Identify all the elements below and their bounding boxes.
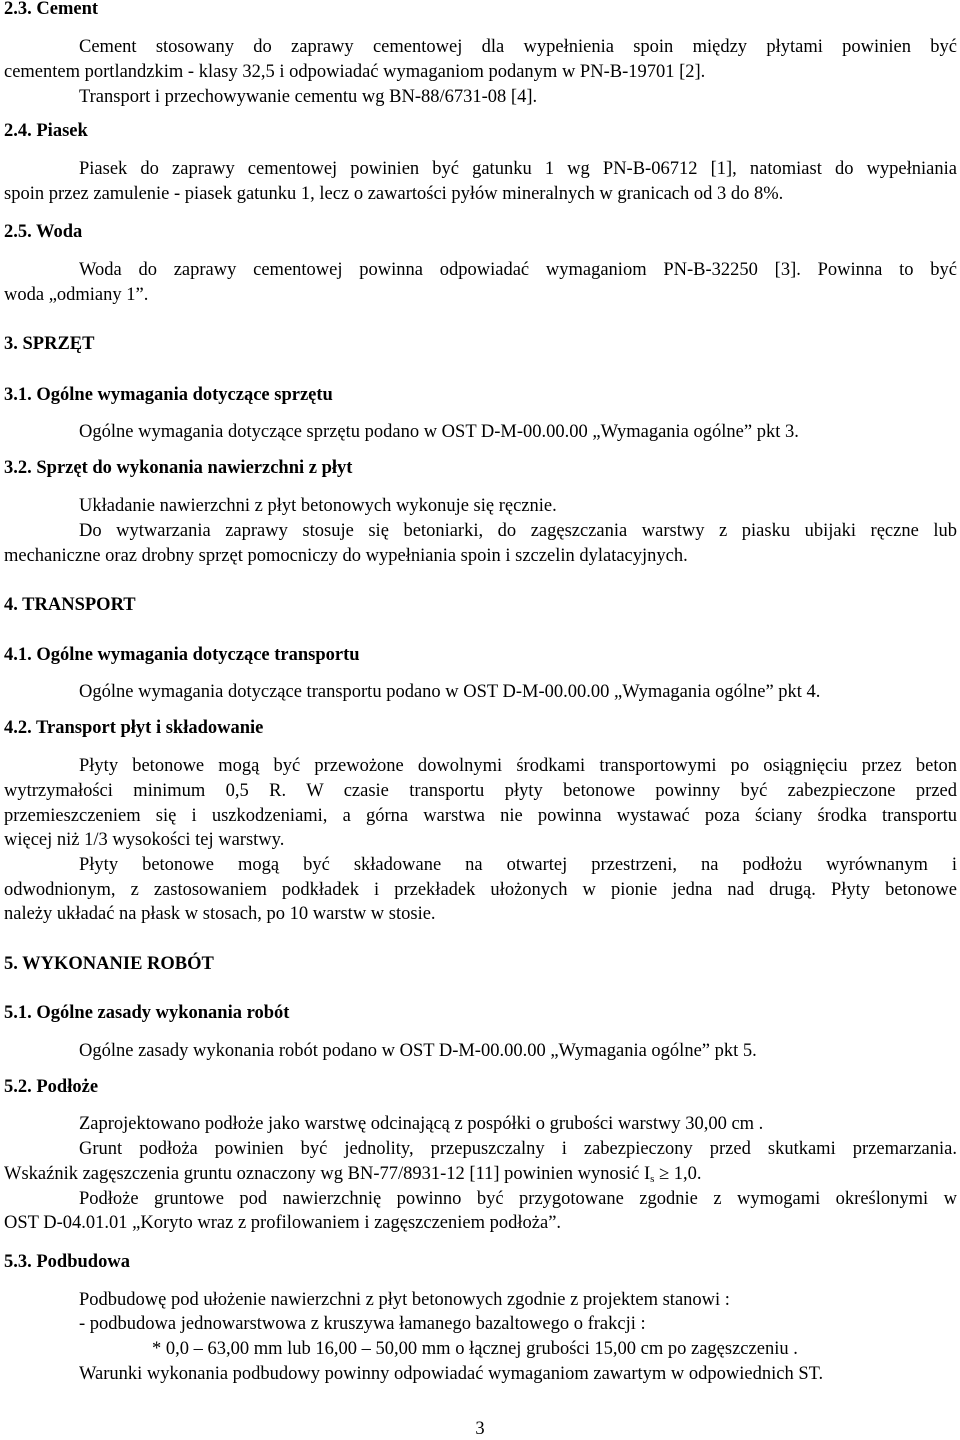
paragraph-line: należy układać na płask w stosach, po 10 warstw w stosie. [4, 904, 436, 924]
section-heading-3-1: 3.1. Ogólne wymagania dotyczące sprzętu [4, 385, 333, 405]
subscript: s [650, 1173, 655, 1185]
section-heading-5-3: 5.3. Podbudowa [4, 1252, 130, 1272]
paragraph-line: cementem portlandzkim - klasy 32,5 i odpowiadać wymaganiom podanym w PN-B-19701 [2]. [4, 62, 706, 82]
chapter-heading-4: 4. TRANSPORT [4, 595, 136, 615]
paragraph-line: Do wytwarzania zaprawy stosuje się betoniarki, do zagęszczania warstwy z piasku ubijaki ręczne lub [79, 521, 957, 541]
text-segment: ≥ 1,0. [654, 1164, 702, 1184]
page-number: 3 [475, 1419, 485, 1439]
paragraph-line: więcej niż 1/3 wysokości tej warstwy. [4, 830, 285, 850]
paragraph-line: wytrzymałości minimum 0,5 R. W czasie transportu płyty betonowe powinny być zabezpieczone przed [4, 781, 957, 801]
paragraph-line-with-subscript [4, 1163, 702, 1190]
section-heading-4-2: 4.2. Transport płyt i składowanie [4, 718, 264, 738]
paragraph-line: spoin przez zamulenie - piasek gatunku 1, lecz o zawartości pyłów mineralnych w granicach od 3 do 8%. [4, 184, 784, 204]
paragraph-line: Ogólne wymagania dotyczące sprzętu podano w OST D-M-00.00.00 „Wymagania ogólne” pkt 3. [79, 422, 799, 442]
paragraph-line: Cement stosowany do zaprawy cementowej dla wypełnienia spoin między płytami powinien być [79, 37, 957, 57]
chapter-heading-3: 3. SPRZĘT [4, 334, 95, 354]
paragraph-line: Transport i przechowywanie cementu wg BN-88/6731-08 [4]. [79, 87, 538, 107]
paragraph-line: Ogólne zasady wykonania robót podano w OST D-M-00.00.00 „Wymagania ogólne” pkt 5. [79, 1041, 757, 1061]
paragraph-line: woda „odmiany 1”. [4, 285, 149, 305]
paragraph-line: Układanie nawierzchni z płyt betonowych wykonuje się ręcznie. [79, 496, 557, 516]
section-heading-5-1: 5.1. Ogólne zasady wykonania robót [4, 1003, 290, 1023]
paragraph-line: Grunt podłoża powinien być jednolity, przepuszczalny i zabezpieczony przed skutkami przemarzania. [79, 1139, 957, 1159]
paragraph-line: mechaniczne oraz drobny sprzęt pomocniczy do wypełniania spoin i szczelin dylatacyjnych. [4, 546, 688, 566]
text-segment: Wskaźnik zagęszczenia gruntu oznaczony wg BN-77/8931-12 [11] powinien wynosić I [4, 1164, 651, 1184]
chapter-heading-5: 5. WYKONANIE ROBÓT [4, 954, 214, 974]
section-heading-2-5: 2.5. Woda [4, 222, 83, 242]
section-heading-2-4: 2.4. Piasek [4, 121, 88, 141]
paragraph-line: Podłoże gruntowe pod nawierzchnię powinno być przygotowane zgodnie z wymogami określonymi w [79, 1189, 957, 1209]
paragraph-line: Podbudowę pod ułożenie nawierzchni z płyt betonowych zgodnie z projektem stanowi : [79, 1290, 730, 1310]
paragraph-line: przemieszczeniem się i uszkodzeniami, a górna warstwa nie powinna wystawać poza ściany środka transportu [4, 806, 957, 826]
paragraph-line: odwodnionym, z zastosowaniem podkładek i przekładek ułożonych w pionie jedna nad drugą. Płyty betonowe [4, 880, 957, 900]
paragraph-line: * 0,0 – 63,00 mm lub 16,00 – 50,00 mm o łącznej grubości 15,00 cm po zagęszczeniu . [152, 1339, 798, 1359]
paragraph-line: Warunki wykonania podbudowy powinny odpowiadać wymaganiom zawartym w odpowiednich ST. [79, 1364, 824, 1384]
section-heading-3-2: 3.2. Sprzęt do wykonania nawierzchni z płyt [4, 458, 353, 478]
paragraph-line: Piasek do zaprawy cementowej powinien być gatunku 1 wg PN-B-06712 [1], natomiast do wypełniania [79, 159, 957, 179]
section-heading-5-2: 5.2. Podłoże [4, 1077, 99, 1097]
paragraph-line: Płyty betonowe mogą być składowane na otwartej przestrzeni, na podłożu wyrównanym i [79, 855, 957, 875]
paragraph-line: Ogólne wymagania dotyczące transportu podano w OST D-M-00.00.00 „Wymagania ogólne” pkt 4. [79, 682, 821, 702]
paragraph-line: - podbudowa jednowarstwowa z kruszywa łamanego bazaltowego o frakcji : [79, 1314, 646, 1334]
section-heading-2-3: 2.3. Cement [4, 0, 99, 19]
section-heading-4-1: 4.1. Ogólne wymagania dotyczące transportu [4, 645, 360, 665]
paragraph-line: Zaprojektowano podłoże jako warstwę odcinającą z pospółki o grubości warstwy 30,00 cm . [79, 1114, 764, 1134]
paragraph-line: OST D-04.01.01 „Koryto wraz z profilowaniem i zagęszczeniem podłoża”. [4, 1213, 562, 1233]
paragraph-line: Płyty betonowe mogą być przewożone dowolnymi środkami transportowymi po osiągnięciu przez beton [79, 756, 957, 776]
paragraph-line: Woda do zaprawy cementowej powinna odpowiadać wymaganiom PN-B-32250 [3]. Powinna to być [79, 260, 957, 280]
